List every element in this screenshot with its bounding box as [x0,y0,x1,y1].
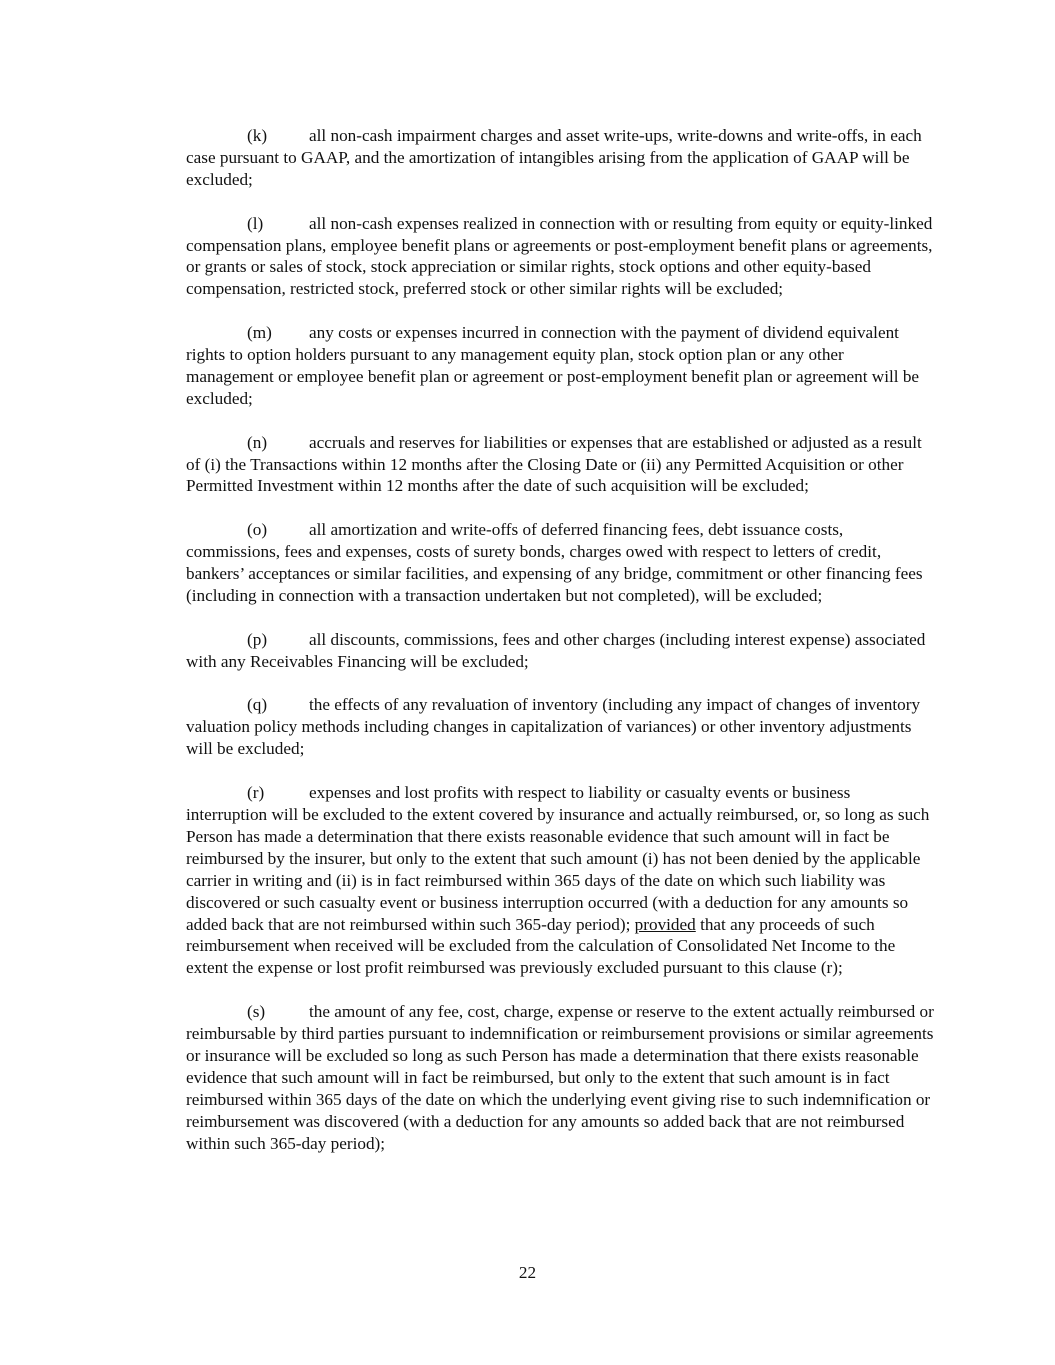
clause-label: (k) [247,126,268,145]
clause-n [186,432,934,498]
clause-q [186,694,934,760]
clause-r [186,782,934,979]
clause-text: all non-cash impairment charges and asset write-ups, write-downs and write-offs, in each case pursuant to GAAP, and the amortization of intangibles arising from the application of GAAP will be excluded; [186,126,922,189]
clause-text: any costs or expenses incurred in connection with the payment of dividend equivalent rights to option holders pursuant to any management equity plan, stock option plan or any other management or employee benefit plan or agreement or post-employment benefit plan or agreement will be excluded; [186,323,920,408]
clause-text: expenses and lost profits with respect to liability or casualty events or business interruption will be excluded to the extent covered by insurance and actually reimbursed, or, so long as such Person has made a determination that there exists reasonable evidence that such amount will in fact be reimbursed by the insurer, but only to the extent that such amount (i) has not been denied by the applicable carrier in writing and (ii) is in fact reimbursed within 365 days of the date on which such liability was discovered or such casualty event or business interruption occurred (with a deduction for any amounts so added back that are not reimbursed within such 365-day period); [186,783,930,934]
clause-text-continued: that any proceeds of such reimbursement when received will be excluded from the calculation of Consolidated Net Income to the extent the expense or lost profit reimbursed was previously excluded pursuant to this clause (r); [186,914,896,978]
clause-label: (q) [247,695,268,715]
clause-s [186,1001,934,1154]
clause-text: accruals and reserves for liabilities or expenses that are established or adjusted as a result of (i) the Transactions within 12 months after the Closing Date or (ii) any Permitted Acquisition or other Permitted Investment within 12 months after the date of such acquisition will be excluded; [186,432,922,496]
clause-text: all amortization and write-offs of deferred financing fees, debt issuance costs, commissions, fees and expenses, costs of surety bonds, charges owed with respect to letters of credit, bankers’ acceptances or similar facilities, and expensing of any bridge, commitment or other financing fees (including in connection with a transaction undertaken but not completed), will be excluded; [186,520,923,605]
clause-label: (p) [247,629,268,649]
clause-text: all non-cash expenses realized in connection with or resulting from equity or equity-linked compensation plans, employee benefit plans or agreements or post-employment benefit plans or agreements, or grants or sales of stock, stock appreciation or similar rights, stock options and other equity-based compensation, restricted stock, preferred stock or other similar rights will be excluded; [186,213,933,299]
clause-label: (r) [247,783,265,803]
clause-m [186,322,934,410]
clause-p [186,629,934,673]
clause-k [186,125,934,191]
clause-l [186,213,934,301]
clause-label: (n) [247,432,268,452]
clause-text: the effects of any revaluation of inventory (including any impact of changes of inventory valuation policy methods including changes in capitalization of variances) or other inventory adjustments will be excluded; [186,695,921,759]
clause-o [186,519,934,607]
clause-label: (o) [247,520,268,540]
clause-label: (l) [247,213,264,233]
page-number: 22 [518,1263,537,1282]
clause-text: the amount of any fee, cost, charge, expense or reserve to the extent actually reimbursed or reimbursable by third parties pursuant to indemnification or reimbursement provisions or similar agreements or insurance will be excluded so long as such Person has made a determination that there exists reasonable evidence that such amount will in fact be reimbursed, but only to the extent that such amount is in fact reimbursed within 365 days of the date on which the underlying event giving rise to such indemnification or reimbursement was discovered (with a deduction for any amounts so added back that are not reimbursed within such 365-day period); [186,1002,934,1153]
clause-text: all discounts, commissions, fees and other charges (including interest expense) associated with any Receivables Financing will be excluded; [186,629,926,671]
document-body [186,125,934,1176]
clause-label: (s) [247,1002,266,1022]
provided-term: provided [634,914,696,934]
clause-label: (m) [247,323,272,343]
